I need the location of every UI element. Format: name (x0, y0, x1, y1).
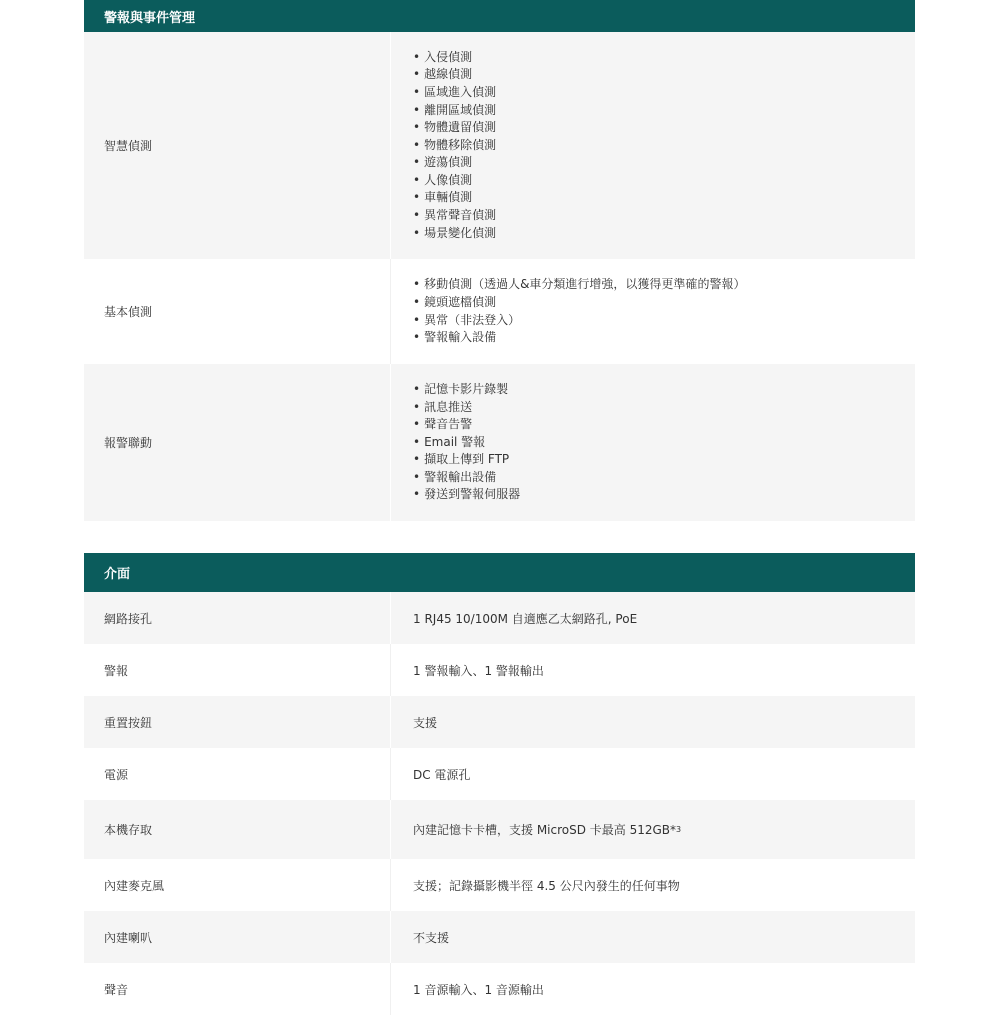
list-item: • 異常（非法登入） (413, 312, 745, 330)
list-item: • 人像偵測 (413, 172, 496, 190)
spec-label: 內建麥克風 (84, 859, 391, 911)
list-item: • 越線偵測 (413, 66, 496, 84)
alarm-section-title: 警報與事件管理 (104, 10, 196, 26)
spec-value (391, 364, 915, 521)
list-item: • 記憶卡影片錄製 (413, 381, 520, 399)
alarm-section-header (84, 0, 915, 32)
spec-row-alarm (84, 644, 915, 696)
spec-value: 支援 (413, 715, 438, 730)
local-storage-text: 內建記憶卡卡槽，支援 MicroSD 卡最高 512GB* (413, 823, 677, 837)
spec-label: 聲音 (84, 963, 391, 1015)
spec-row-speaker (84, 911, 915, 963)
list-item: • 車輛偵測 (413, 189, 496, 207)
spec-row-local-storage (84, 800, 915, 859)
spec-row-smart-detection (84, 32, 915, 259)
list-item: • 聲音告警 (413, 416, 520, 434)
spec-value: 1 警報輸入、1 警報輸出 (413, 663, 544, 678)
list-item: • 發送到警報伺服器 (413, 486, 520, 504)
list-item: • 警報輸出設備 (413, 469, 520, 487)
list-item: • 鏡頭遮檔偵測 (413, 294, 745, 312)
list-item: • 擷取上傳到 FTP (413, 451, 520, 469)
footnote-marker: 3 (676, 825, 682, 834)
spec-label: 內建喇叭 (84, 911, 391, 963)
smart-detection-list (413, 49, 496, 243)
list-item: • 物體移除偵測 (413, 137, 496, 155)
spec-value: 不支援 (413, 930, 450, 945)
spec-row-power (84, 748, 915, 800)
spec-row-reset-button (84, 696, 915, 748)
spec-row-network-port (84, 592, 915, 644)
list-item: • 異常聲音偵測 (413, 207, 496, 225)
spec-value: 1 RJ45 10/100M 自適應乙太網路孔, PoE (413, 611, 638, 626)
spec-label: 警報 (84, 644, 391, 696)
spec-label: 報警聯動 (84, 364, 391, 521)
list-item: • Email 警報 (413, 434, 520, 452)
spec-label: 電源 (84, 748, 391, 800)
spec-row-audio (84, 963, 915, 1015)
spec-label: 本機存取 (84, 800, 391, 859)
list-item: • 入侵偵測 (413, 49, 496, 67)
section-gap (84, 521, 915, 553)
list-item: • 區域進入偵測 (413, 84, 496, 102)
list-item: • 移動偵測（透過人&車分類進行增強，以獲得更準確的警報） (413, 276, 745, 294)
interface-section-title: 介面 (104, 567, 131, 582)
interface-section-header (84, 553, 915, 592)
alarm-linkage-list (413, 381, 520, 504)
list-item: • 場景變化偵測 (413, 225, 496, 243)
spec-label: 基本偵測 (84, 259, 391, 364)
spec-label: 重置按鈕 (84, 696, 391, 748)
spec-label: 網路接孔 (84, 592, 391, 644)
spec-label: 智慧偵測 (84, 32, 391, 259)
spec-row-microphone (84, 859, 915, 911)
list-item: • 離開區域偵測 (413, 102, 496, 120)
spec-value (391, 259, 915, 364)
spec-value: DC 電源孔 (413, 767, 471, 782)
list-item: • 遊蕩偵測 (413, 154, 496, 172)
spec-row-basic-detection (84, 259, 915, 364)
spec-page (84, 0, 915, 1015)
list-item: • 警報輸入設備 (413, 329, 745, 347)
basic-detection-list (413, 276, 745, 346)
spec-value (391, 32, 915, 259)
spec-row-alarm-linkage (84, 364, 915, 521)
spec-value: 1 音源輸入、1 音源輸出 (413, 982, 544, 997)
spec-value: 支援；記錄攝影機半徑 4.5 公尺內發生的任何事物 (413, 878, 680, 893)
list-item: • 訊息推送 (413, 399, 520, 417)
spec-value (391, 800, 915, 859)
list-item: • 物體遺留偵測 (413, 119, 496, 137)
